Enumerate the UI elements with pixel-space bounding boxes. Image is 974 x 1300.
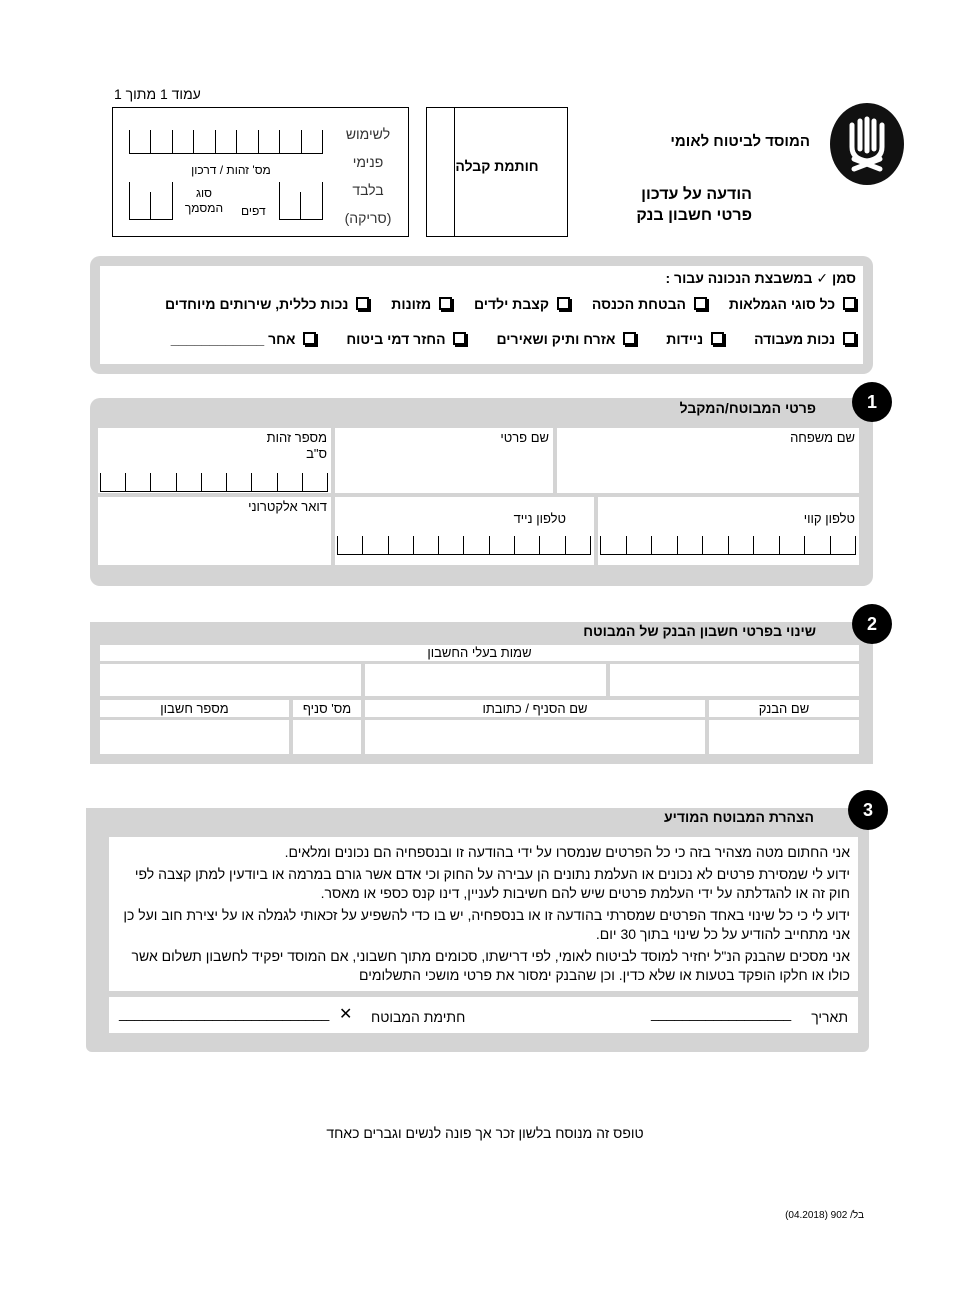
owner-name-field-1[interactable] xyxy=(610,664,859,696)
bank-name-header: שם הבנק xyxy=(709,700,859,717)
receipt-stamp-label: חותמת קבלה xyxy=(455,158,539,174)
last-name-label: שם משפחה xyxy=(790,430,855,445)
section3-title: הצהרת המבוטח המודיע xyxy=(663,809,814,825)
bank-name-field[interactable] xyxy=(709,720,859,754)
office-use-line: לשימוש xyxy=(345,126,391,142)
org-name: המוסד לביטוח לאומי xyxy=(670,133,810,150)
benefits-row2 xyxy=(166,331,856,347)
benefit-option[interactable] xyxy=(474,296,570,312)
gender-note: טופס זה מנוסח בלשון זכר אך פונה לנשים וגברים כאחד xyxy=(326,1125,644,1141)
benefit-option[interactable] xyxy=(666,331,724,347)
checkbox-icon[interactable] xyxy=(623,332,636,345)
owners-header: שמות בעלי החשבון xyxy=(100,645,859,661)
account-no-field[interactable] xyxy=(100,720,289,754)
branch-no-header: מס' סניף xyxy=(293,700,361,717)
mobile-label: טלפון נייד xyxy=(513,511,566,526)
office-use-line: פנימי xyxy=(352,154,384,170)
benefit-label: קצבת ילדים xyxy=(474,296,549,312)
checkbox-icon[interactable] xyxy=(557,297,570,310)
declaration-p2: ידוע לי שמסירת פרטים לא נכונים או העלמת נתונים הן עבירה על החוק וכי אדם אשר גורם במרמה או ביודעין למתן קצבה לפי חוק זה או להגדלתה על ידי העלמת פרטים שיש להם חשיבות לעניין, דינו קנס כספי או מאסר. xyxy=(134,866,850,901)
benefit-label: מזונות xyxy=(391,296,432,312)
office-id-digits[interactable] xyxy=(129,130,323,154)
signature-line[interactable]: ___________________________ xyxy=(119,1005,330,1021)
pages-field[interactable] xyxy=(279,182,323,220)
checkbox-icon[interactable] xyxy=(303,332,316,345)
owner-name-field-2[interactable] xyxy=(365,664,606,696)
branch-no-field[interactable] xyxy=(293,720,361,754)
benefit-label: נכות מעבודה xyxy=(754,331,836,347)
benefits-row1 xyxy=(166,296,856,312)
landline-field[interactable] xyxy=(598,497,859,565)
bituach-leumi-logo-icon xyxy=(830,103,904,185)
benefit-label: ניידות xyxy=(666,331,704,347)
form-title-line2: פרטי חשבון בנק xyxy=(636,207,752,224)
office-use-text xyxy=(338,120,398,232)
benefit-option[interactable] xyxy=(729,296,856,312)
account-no-header: מספר חשבון xyxy=(100,700,289,717)
email-field[interactable] xyxy=(98,497,331,565)
benefit-label: נכות כללית, שירותים מיוחדים xyxy=(165,296,349,312)
benefit-option[interactable] xyxy=(346,331,466,347)
declaration-box xyxy=(109,837,858,991)
form-title xyxy=(636,184,752,226)
section1-title: פרטי המבוטח/המקבל xyxy=(679,400,816,416)
doc-type-label-1: סוג xyxy=(195,186,213,200)
benefit-option[interactable] xyxy=(496,331,636,347)
checkbox-icon[interactable] xyxy=(453,332,466,345)
branch-name-field[interactable] xyxy=(365,720,705,754)
last-name-field[interactable] xyxy=(557,428,859,493)
benefit-option-other[interactable] xyxy=(171,331,317,347)
signature-row xyxy=(109,997,858,1033)
checkbox-icon[interactable] xyxy=(843,297,856,310)
mobile-digit-boxes[interactable] xyxy=(337,535,591,555)
form-title-line1: הודעה על עדכון xyxy=(641,186,752,203)
check-digit-label: ס"ב xyxy=(306,446,327,461)
declaration-text xyxy=(120,843,850,988)
other-blank-line[interactable]: ____________ xyxy=(170,331,265,347)
benefit-label: אחר xyxy=(268,331,296,347)
benefit-label: כל סוגי הגמלאות xyxy=(728,296,836,312)
declaration-p1: אני החתום מטה מצהיר בזה כי כל הפרטים שנמסרו על ידי בהודעה זו ובנספחיה הם נכונים ומלאים. xyxy=(284,844,850,860)
declaration-p3: ידוע לי כי כל שינוי באחד הפרטים שמסרתי בהודעה זו או בנספחיה, יש בו כדי להשפיע על זכאותי לגמלה או על יצירת חוב ועל כן אני מתחייב להודיע על כל שינוי בתוך 30 יום. xyxy=(123,907,850,942)
checkbox-icon[interactable] xyxy=(439,297,452,310)
page-indicator: עמוד 1 מתוך 1 xyxy=(114,86,201,102)
benefit-label: החזר דמי ביטוח xyxy=(346,331,446,347)
id-digit-boxes[interactable] xyxy=(100,472,328,492)
first-name-label: שם פרטי xyxy=(500,430,549,445)
benefit-option[interactable] xyxy=(592,296,707,312)
benefit-option[interactable] xyxy=(391,296,452,312)
id-number-field[interactable] xyxy=(98,428,331,493)
office-use-line: (סריקה) xyxy=(344,210,392,226)
office-use-line: בלבד xyxy=(352,182,384,198)
benefit-option[interactable] xyxy=(754,331,856,347)
checkbox-icon[interactable] xyxy=(843,332,856,345)
benefits-instruction: סמן ✓ במשבצת הנכונה עבור : xyxy=(665,270,856,286)
doc-type-field[interactable] xyxy=(129,182,173,220)
pages-label: דפים xyxy=(241,204,266,218)
section1-number: 1 xyxy=(852,382,892,422)
date-label: תאריך xyxy=(811,1009,848,1025)
section3-number: 3 xyxy=(848,790,888,830)
declaration-p4: אני מסכים שהבנק הנ"ל יחזיר למוסד לביטוח לאומי, לפי דרישתו, סכומים מתוך חשבוני, אם המוסד יפקיד לחשבון תשלום אשר כולו או חלקו הופקד בטעות או שלא כדין. וכן שהבנק ימסור את פרטי מושכי התשלומים xyxy=(131,948,850,983)
date-line[interactable]: __________________ xyxy=(651,1005,792,1021)
branch-name-header: שם הסניף / כתובתו xyxy=(365,700,705,717)
office-use-box xyxy=(112,107,409,237)
signature-x-icon: ✕ xyxy=(339,1006,353,1023)
section2-number: 2 xyxy=(852,604,892,644)
checkbox-icon[interactable] xyxy=(356,297,369,310)
owner-name-field-3[interactable] xyxy=(100,664,361,696)
signature-label: חתימת המבוטח xyxy=(371,1009,466,1025)
first-name-field[interactable] xyxy=(335,428,553,493)
receipt-stamp-box xyxy=(426,107,568,237)
form-code: בל/ 902 (04.2018) xyxy=(785,1210,864,1221)
office-id-label: מס' זהות / דרכון xyxy=(191,163,271,177)
landline-label: טלפון קווי xyxy=(803,511,855,526)
benefit-option[interactable] xyxy=(165,296,369,312)
doc-type-label-2: המסמך xyxy=(184,201,224,215)
mobile-field[interactable] xyxy=(335,497,594,565)
benefit-label: הבטחת הכנסה xyxy=(591,296,687,312)
doc-type-label xyxy=(179,186,229,216)
landline-digit-boxes[interactable] xyxy=(600,535,856,555)
email-label: דואר אלקטרוני xyxy=(248,499,327,514)
benefit-label: אזרח ותיק ושאירים xyxy=(496,331,616,347)
checkbox-icon[interactable] xyxy=(711,332,724,345)
checkbox-icon[interactable] xyxy=(694,297,707,310)
section2-title: שינוי בפרטי חשבון הבנק של המבוטח xyxy=(583,623,816,639)
id-number-label: מספר זהות xyxy=(266,430,327,445)
